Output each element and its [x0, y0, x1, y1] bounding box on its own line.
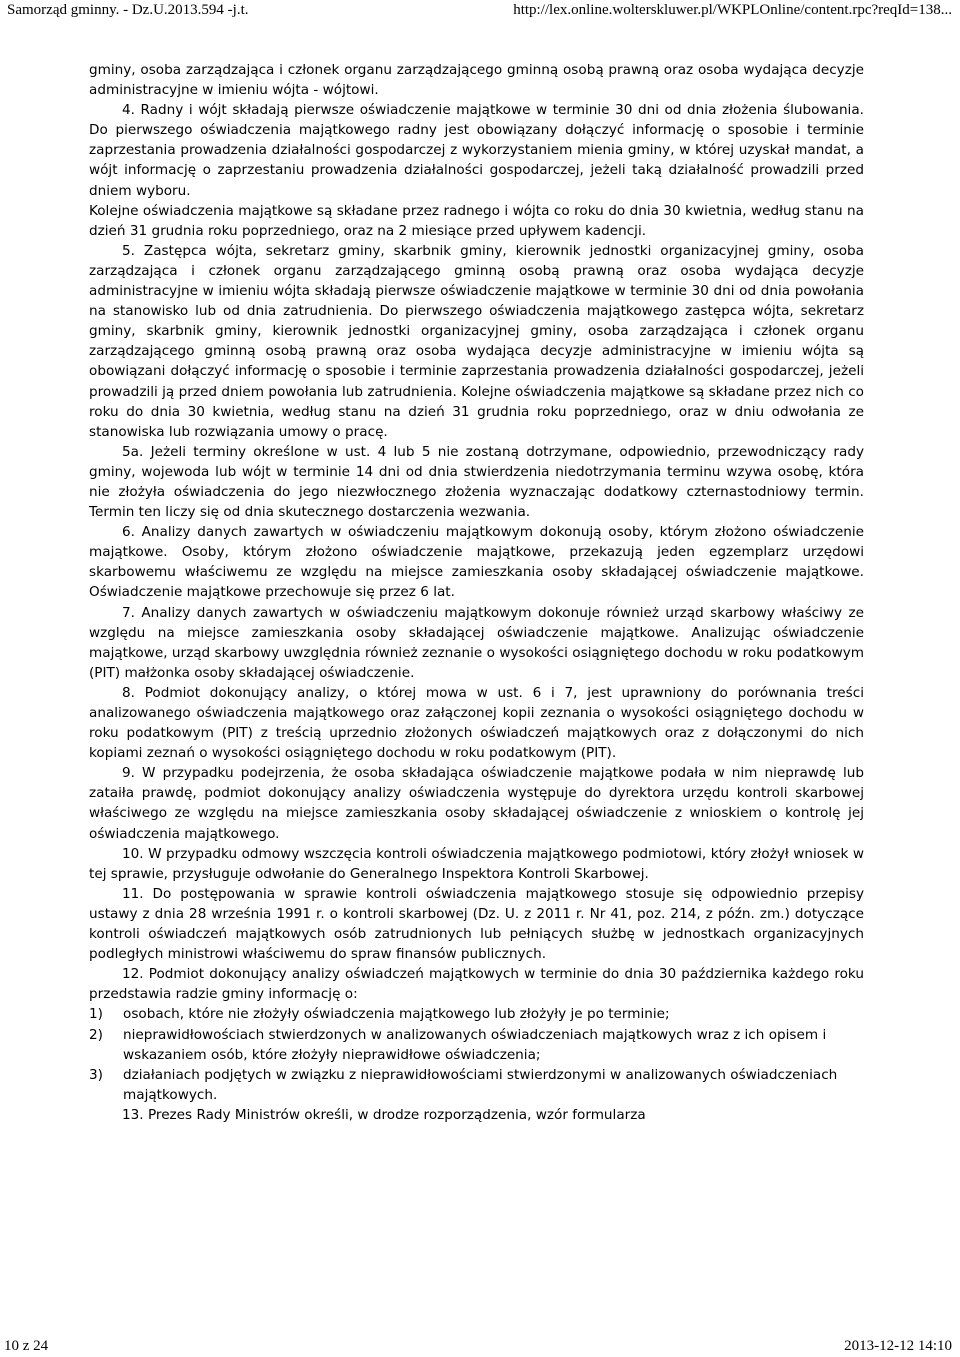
paragraph-5a: 5a. Jeżeli terminy określone w ust. 4 lub 5 nie zostaną dotrzymane, odpowiednio, przewodniczący rady gminy, wojewoda lub wójt w terminie 14 dni od dnia stwierdzenia niedotrzymania terminu wzywa osobę, która nie złożyła oświadczenia do jego niezwłocznego złożenia wyznaczając dodatkowy czternastodniowy termin. Termin ten liczy się od dnia skutecznego dostarczenia wezwania.	[89, 443, 864, 521]
document-title: Samorząd gminny. - Dz.U.2013.594 -j.t.	[7, 2, 249, 18]
list-item	[89, 1065, 864, 1105]
paragraph-13: 13. Prezes Rady Ministrów określi, w drodze rozporządzenia, wzór formularza	[122, 1106, 646, 1123]
paragraph-8: 8. Podmiot dokonujący analizy, o której mowa w ust. 6 i 7, jest uprawniony do porównania treści analizowanego oświadczenia majątkowego oraz załączonej kopii zeznania o wysokości osiągniętego dochodu w roku podatkowym (PIT) z treścią uprzednio złożonych oświadczeń majątkowych oraz z dołączonymi do nich kopiami zeznań o wysokości osiągniętego dochodu w roku podatkowym (PIT).	[89, 684, 864, 762]
document-body	[89, 60, 864, 1125]
paragraph-9: 9. W przypadku podejrzenia, że osoba składająca oświadczenie majątkowe podała w nim nieprawdę lub zataiła prawdę, podmiot dokonujący analizy oświadczenia występuje do dyrektora urzędu kontroli skarbowej właściwego ze względu na miejsce zamieszkania osoby składającej oświadczenie z wnioskiem o kontrolę jej oświadczenia majątkowego.	[89, 765, 864, 842]
paragraph-intro: gminy, osoba zarządzająca i członek organu zarządzającego gminną osobą prawną oraz osoba wydająca decyzje administracyjne w imieniu wójta - wójtowi.	[89, 62, 864, 99]
list-item-number: 3)	[89, 1066, 103, 1083]
list-item-number: 1)	[89, 1006, 103, 1023]
list-item	[89, 1004, 864, 1024]
list-item-number: 2)	[89, 1026, 103, 1043]
paragraph-5: 5. Zastępca wójta, sekretarz gminy, skarbnik gminy, kierownik jednostki organizacyjnej gminy, osoba zarządzająca i członek organu zarządzającego gminną osobą prawną oraz osoba wydająca decyzje administracyjne w imieniu wójta składają pierwsze oświadczenie majątkowe w terminie 30 dni od dnia powołania na stanowisko lub od dnia zatrudnienia. Do pierwszego oświadczenia majątkowego zastępca wójta, sekretarz gminy, skarbnik gminy, kierownik jednostki organizacyjnej gminy, osoba zarządzająca i członek organu zarządzającego gminną osobą prawną oraz osoba wydająca decyzje administracyjne w imieniu wójta są obowiązani dołączyć informację o sposobie i terminie zaprzestania prowadzenia działalności gospodarczej, jeżeli prowadzili ją przed dniem powołania lub zatrudnienia. Kolejne oświadczenia majątkowe są składane przez nich co roku do dnia 30 kwietnia, według stanu na dzień 31 grudnia roku poprzedniego, oraz w dniu odwołania ze stanowiska lub rozwiązania umowy o pracę.	[89, 242, 864, 440]
paragraph-4: 4. Radny i wójt składają pierwsze oświadczenie majątkowe w terminie 30 dni od dnia złożenia ślubowania. Do pierwszego oświadczenia majątkowego radny jest obowiązany dołączyć informację o sposobie i terminie zaprzestania prowadzenia działalności gospodarczej z wykorzystaniem mienia gminy, w której uzyskał mandat, a wójt informację o zaprzestaniu prowadzenia działalności gospodarczej, jeżeli taką działalność prowadzili przed dniem wyboru.	[89, 102, 864, 199]
paragraph-6: 6. Analizy danych zawartych w oświadczeniu majątkowym dokonują osoby, którym złożono oświadczenie majątkowe. Osoby, którym złożono oświadczenie majątkowe, przekazują jeden egzemplarz urzędowi skarbowemu właściwemu ze względu na miejsce zamieszkania osoby składającej oświadczenie majątkowe. Oświadczenie majątkowe przechowuje się przez 6 lat.	[89, 524, 864, 601]
print-footer	[0, 1336, 960, 1356]
list-item-text: działaniach podjętych w związku z nieprawidłowościami stwierdzonymi w analizowanych oświadczeniach majątkowych.	[123, 1066, 838, 1103]
paragraph-11: 11. Do postępowania w sprawie kontroli oświadczenia majątkowego stosuje się odpowiednio przepisy ustawy z dnia 28 września 1991 r. o kontroli skarbowej (Dz. U. z 2011 r. Nr 41, poz. 214, z późn. zm.) dotyczące kontroli oświadczeń majątkowych osób zatrudnionych lub pełniących służbę w jednostkach organizacyjnych podległych ministrowi właściwemu do spraw finansów publicznych.	[89, 885, 864, 963]
paragraph-10: 10. W przypadku odmowy wszczęcia kontroli oświadczenia majątkowego podmiotowi, który złożył wniosek w tej sprawie, przysługuje odwołanie do Generalnego Inspektora Kontroli Skarbowej.	[89, 845, 864, 882]
print-timestamp: 2013-12-12 14:10	[844, 1338, 952, 1354]
paragraph-7: 7. Analizy danych zawartych w oświadczeniu majątkowym dokonuje również urząd skarbowy właściwy ze względu na miejsce zamieszkania osoby składającej oświadczenie majątkowe. Analizując oświadczenie majątkowe, urząd skarbowy uwzględnia również zeznanie o wysokości osiągniętego dochodu w roku podatkowym (PIT) małżonka osoby składającej oświadczenie.	[89, 604, 864, 681]
list-item	[89, 1025, 864, 1065]
print-header	[0, 0, 960, 20]
paragraph-12: 12. Podmiot dokonujący analizy oświadczeń majątkowych w terminie do dnia 30 października każdego roku przedstawia radzie gminy informację o:	[89, 966, 864, 1003]
list-item-text: osobach, które nie złożyły oświadczenia majątkowego lub złożyły je po terminie;	[123, 1006, 670, 1023]
list-item-text: nieprawidłowościach stwierdzonych w analizowanych oświadczeniach majątkowych wraz z ich opisem i wskazaniem osób, które złożyły nieprawidłowe oświadczenia;	[123, 1026, 827, 1063]
page-counter: 10 z 24	[4, 1338, 49, 1354]
source-url: http://lex.online.wolterskluwer.pl/WKPLOnline/content.rpc?reqId=138...	[513, 2, 952, 18]
paragraph-4-continuation: Kolejne oświadczenia majątkowe są składane przez radnego i wójta co roku do dnia 30 kwietnia, według stanu na dzień 31 grudnia roku poprzedniego, oraz na 2 miesiące przed upływem kadencji.	[89, 202, 864, 239]
